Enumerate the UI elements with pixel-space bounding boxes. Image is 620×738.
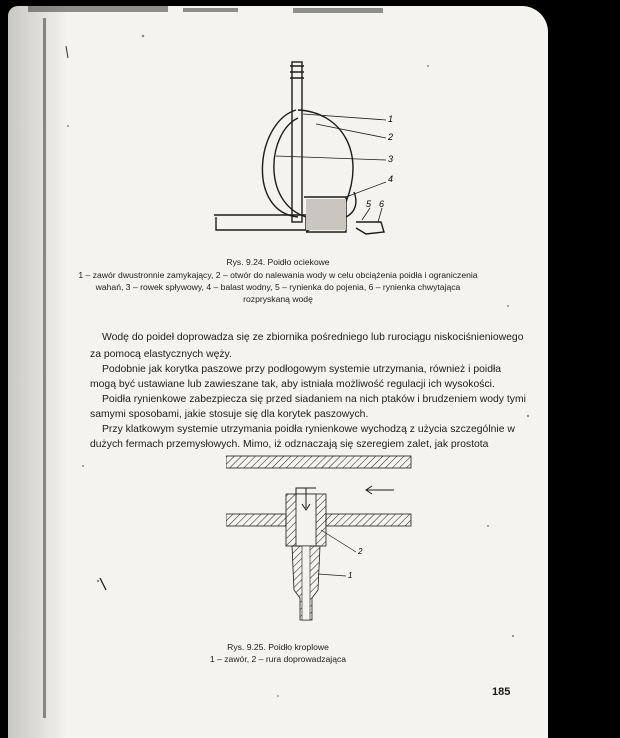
figure1-caption-line: 1 – zawór dwustronnie zamykający, 2 – otwór do nalewania wody w celu obciążenia poidła i ograniczenia xyxy=(78,270,478,280)
supply-pipe-top-wall xyxy=(226,456,411,468)
figure1-caption-line: wahań, 3 – rowek spływowy, 4 – balast wodny, 5 – rynienka do pojenia, 6 – rynienka chwytająca xyxy=(95,282,461,292)
body-line: mogą być ustawiane lub zawieszane tak, aby istniała możliwość regulacji ich wysokości. xyxy=(90,379,495,390)
body-line: Przy klatkowym systemie utrzymania poidła rynienkowe wychodzą z użycia szczególnie w xyxy=(102,424,515,435)
body-line: Wodę do poideł doprowadza się ze zbiornika pośredniego lub rurociągu niskociśnieniowego xyxy=(102,332,524,343)
callout-1: 1 xyxy=(388,114,394,124)
figure1-caption-line: rozpryskaną wodę xyxy=(243,294,313,304)
body-line: Podobnie jak korytka paszowe przy podłogowym systemie utrzymania, również i poidła xyxy=(102,364,502,375)
figure2-caption-line: 1 – zawór, 2 – rura doprowadzająca xyxy=(209,654,347,664)
book-page xyxy=(8,6,548,738)
flow-arrow xyxy=(366,486,394,494)
callout-5: 5 xyxy=(366,199,372,209)
figure-drop-waterer xyxy=(226,450,416,630)
figure2-caption-title: Rys. 9.25. Poidło kroplowe xyxy=(227,642,329,652)
figure-drip-waterer xyxy=(206,52,546,242)
callout-4: 4 xyxy=(388,174,394,184)
callout-2: 2 xyxy=(388,132,394,142)
body-line: dużych fermach przemysłowych. Mimo, iż odznaczają się szeregiem zalet, jak prostota xyxy=(90,439,489,450)
body-line: za pomocą elastycznych węży. xyxy=(90,349,232,360)
body-line: Poidła rynienkowe zabezpiecza się przed siadaniem na nich ptaków i brudzeniem wody tymi xyxy=(102,394,526,405)
callout-2: 2 xyxy=(358,547,363,556)
supply-pipe-bottom-wall xyxy=(226,514,286,526)
callout-1: 1 xyxy=(348,571,353,580)
valve-stem xyxy=(292,62,302,222)
figure1-caption-title: Rys. 9.24. Poidło ociekowe xyxy=(226,257,330,267)
callout-6: 6 xyxy=(379,199,385,209)
body-line: samymi sposobami, jakie stosuje się dla korytek paszowych. xyxy=(90,409,369,420)
callout-3: 3 xyxy=(388,154,394,164)
page-number: 185 xyxy=(492,686,511,698)
water-ballast xyxy=(306,199,346,230)
